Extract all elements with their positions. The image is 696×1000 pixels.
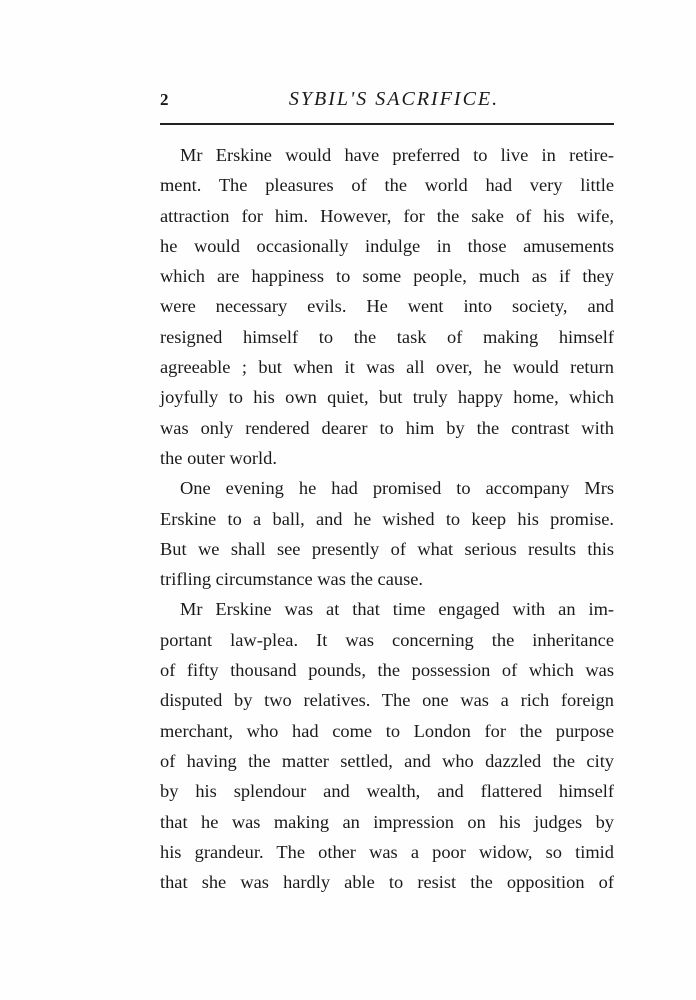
text-line: portant law-plea. It was concerning the inheritance — [160, 629, 614, 650]
text-line: Mr Erskine would have preferred to live in retire- — [180, 145, 614, 165]
text-line: of having the matter settled, and who dazzled the city — [160, 750, 614, 771]
running-head — [160, 86, 614, 114]
text-line: of fifty thousand pounds, the possession of which was — [160, 660, 614, 681]
text-line: were necessary evils. He went into society, and — [160, 296, 614, 317]
text-line: disputed by two relatives. The one was a rich foreign — [160, 690, 614, 711]
body-text — [160, 140, 614, 897]
header-rule-divider — [160, 123, 614, 125]
text-line: trifling circumstance was the cause. — [160, 569, 423, 590]
text-line: Mr Erskine was at that time engaged with an im- — [180, 599, 614, 620]
text-line: agreeable ; but when it was all over, he would return — [160, 357, 614, 378]
running-title: SYBIL'S SACRIFICE. — [288, 88, 500, 110]
text-line: his grandeur. The other was a poor widow, so timid — [160, 841, 614, 862]
text-line: resigned himself to the task of making himself — [160, 326, 614, 347]
text-line: by his splendour and wealth, and flattered himself — [160, 781, 614, 802]
paragraph-2 — [160, 473, 614, 594]
text-line: the outer world. — [160, 447, 277, 468]
paragraph-1 — [160, 140, 614, 473]
text-line: attraction for him. However, for the sake of his wife, — [160, 205, 614, 226]
text-line: he would occasionally indulge in those amusements — [160, 235, 614, 256]
text-line: which are happiness to some people, much as if they — [160, 266, 614, 287]
text-line: Erskine to a ball, and he wished to keep his promise. — [160, 508, 614, 529]
paragraph-3 — [160, 594, 614, 897]
page-number: 2 — [160, 90, 169, 109]
text-line: that he was making an impression on his judges by — [160, 811, 614, 832]
text-line: was only rendered dearer to him by the contrast with — [160, 417, 614, 438]
text-line: One evening he had promised to accompany Mrs — [180, 478, 614, 499]
text-line: merchant, who had come to London for the purpose — [160, 720, 614, 741]
text-line: ment. The pleasures of the world had very little — [160, 175, 614, 196]
text-line: that she was hardly able to resist the opposition of — [160, 872, 614, 893]
text-line: joyfully to his own quiet, but truly happy home, which — [160, 387, 614, 408]
text-line: But we shall see presently of what serious results this — [160, 538, 614, 559]
